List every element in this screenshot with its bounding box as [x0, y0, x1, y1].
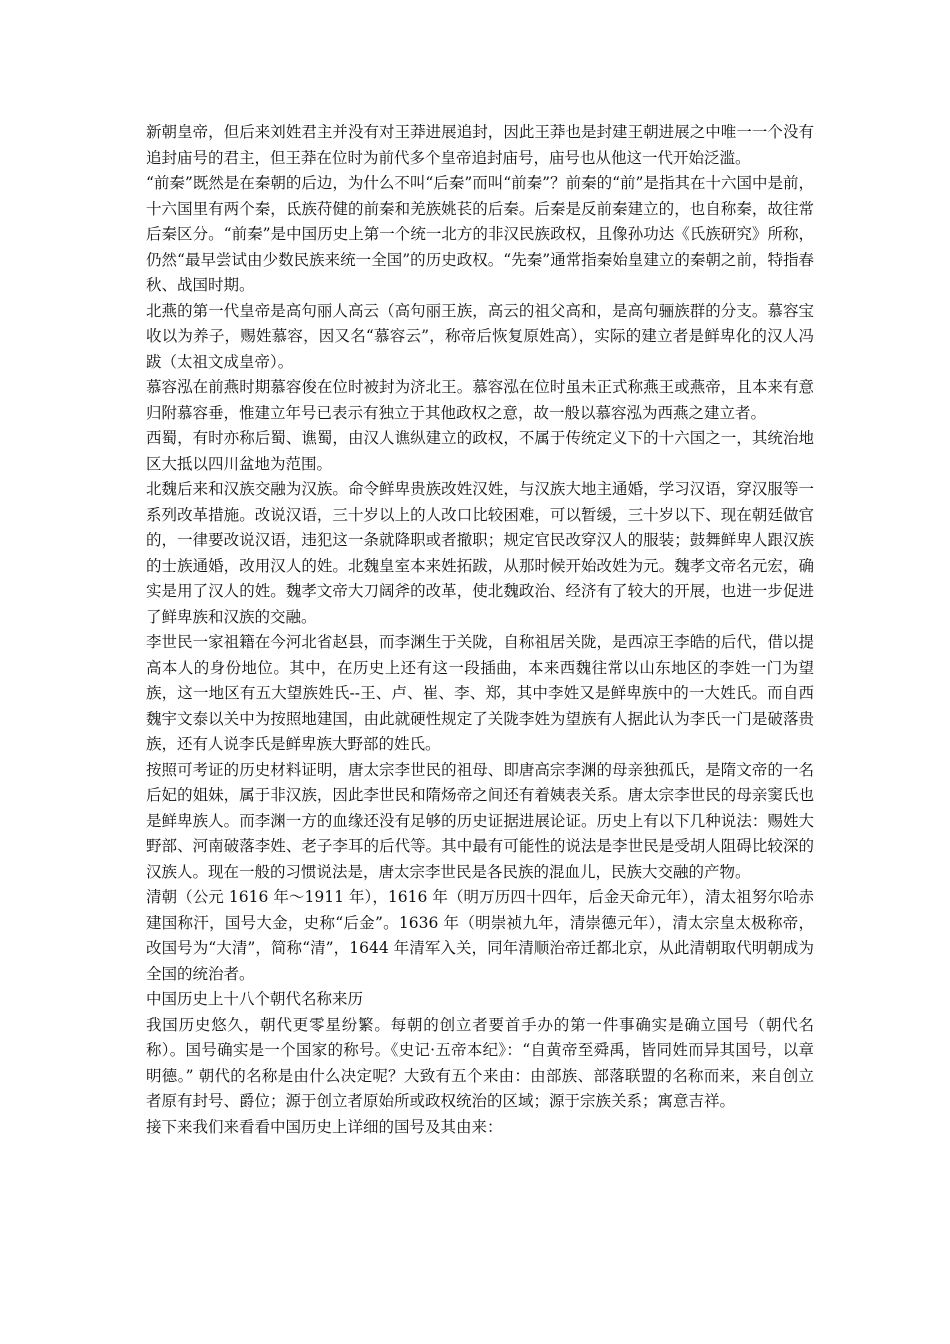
paragraph-li-shimin-ancestry: 李世民一家祖籍在今河北省赵县，而李渊生于关陇，自称祖居关陇，是西凉王李皓的后代，借以提高本人的身份地位。其中，在历史上还有这一段插曲，本来西魏往常以山东地区的李姓一门为望族，这一地区有五大望族姓氏--王、卢、崔、李、郑，其中李姓又是鲜卑族中的一大姓氏。而自西魏宇文泰以关中为按照地建国，由此就硬性规定了关陇李姓为望族有人据此认为李氏一门是破落贵族，还有人说李氏是鲜卑族大野部的姓氏。	[146, 633, 814, 753]
paragraph-northern-yan: 北燕的第一代皇帝是高句丽人高云（高句丽王族，高云的祖父高和，是高句骊族群的分支。慕容宝收以为养子，赐姓慕容，因又名“慕容云”，称帝后恢复原姓高），实际的建立者是鲜卑化的汉人冯跋（太祖文成皇帝）。	[146, 301, 814, 371]
section-heading: 中国历史上十八个朝代名称来历	[146, 990, 364, 1008]
paragraph-northern-wei: 北魏后来和汉族交融为汉族。命令鲜卑贵族改姓汉姓，与汉族大地主通婚，学习汉语，穿汉服等一系列改革措施。改说汉语，三十岁以上的人改口比较困难，可以暂缓，三十岁以下、现在朝廷做官的，一律要改说汉语，违犯这一条就降职或者撤职；规定官民改穿汉人的服装；鼓舞鲜卑人跟汉族的士族通婚，改用汉人的姓。北魏皇室本来姓拓跋，从那时候开始改姓为元。魏孝文帝名元宏，确实是用了汉人的姓。魏孝文帝大刀阔斧的改革，使北魏政治、经济有了较大的开展，也进一步促进了鲜卑族和汉族的交融。	[146, 480, 814, 626]
paragraph-former-qin: “前秦”既然是在秦朝的后边，为什么不叫“后秦”而叫“前秦”？前秦的“前”是指其在十六国中是前，十六国里有两个秦，氐族苻健的前秦和羌族姚苌的后秦。后秦是反前秦建立的，也自称秦，故往常后秦区分。“前秦”是中国历史上第一个统一北方的非汉民族政权，且像孙功达《氏族研究》所称，仍然“最早尝试由少数民族来统一全国”的历史政权。“先秦”通常指秦始皇建立的秦朝之前，特指春秋、战国时期。	[146, 174, 814, 294]
paragraph-dynasty-names: 我国历史悠久，朝代更零星纷繁。每朝的创立者要首手办的第一件事确实是确立国号（朝代名称）。国号确实是一个国家的称号。《史记·五帝本纪》：“自黄帝至舜禹，皆同姓而异其国号，以章明德。” 朝代的名称是由什么决定呢？大致有五个来由：由部族、部落联盟的名称而来，来自创立者原有封号、爵位；源于创立者原始所或政权统治的区域；源于宗族关系；寓意吉祥。	[146, 1015, 814, 1110]
paragraph-tang-bloodline: 按照可考证的历史材料证明，唐太宗李世民的祖母、即唐高宗李渊的母亲独孤氏，是隋文帝的一名后妃的姐妹，属于非汉族，因此李世民和隋炀帝之间还有着姨表关系。唐太宗李世民的母亲窦氏也是鲜卑族人。而李渊一方的血缘还没有足够的历史证据进展论证。历史上有以下几种说法：赐姓大野部、河南破落李姓、老子李耳的后代等。其中最有可能性的说法是李世民是受胡人阻碍比较深的汉族人。现在一般的习惯说法是，唐太宗李世民是各民族的混血儿，民族大交融的产物。	[146, 760, 814, 881]
paragraph-next: 接下来我们来看看中国历史上详细的国号及其由来：	[146, 1117, 503, 1136]
document-body	[146, 120, 814, 1140]
paragraph-murong-hong: 慕容泓在前燕时期慕容俊在位时被封为济北王。慕容泓在位时虽未正式称燕王或燕帝，且本来有意归附慕容垂，惟建立年号已表示有独立于其他政权之意，故一般以慕容泓为西燕之建立者。	[146, 378, 814, 422]
paragraph-western-shu: 西蜀，有时亦称后蜀、谯蜀，由汉人谯纵建立的政权，不属于传统定义下的十六国之一，其统治地区大抵以四川盆地为范围。	[146, 429, 814, 473]
paragraph-qing-dynasty: 清朝（公元 1616 年～1911 年），1616 年（明万历四十四年，后金天命元年），清太祖努尔哈赤建国称汗，国号大金，史称“后金”。1636 年（明崇祯九年，清崇德元年），清太宗皇太极称帝，改国号为“大清”，简称“清”，1644 年清军入关，同年清顺治帝迁都北京，从此清朝取代明朝成为全国的统治者。	[146, 888, 814, 983]
paragraph-wang-mang: 新朝皇帝，但后来刘姓君主并没有对王莽进展追封，因此王莽也是封建王朝进展之中唯一一个没有追封庙号的君主，但王莽在位时为前代多个皇帝追封庙号，庙号也从他这一代开始泛滥。	[146, 123, 814, 167]
